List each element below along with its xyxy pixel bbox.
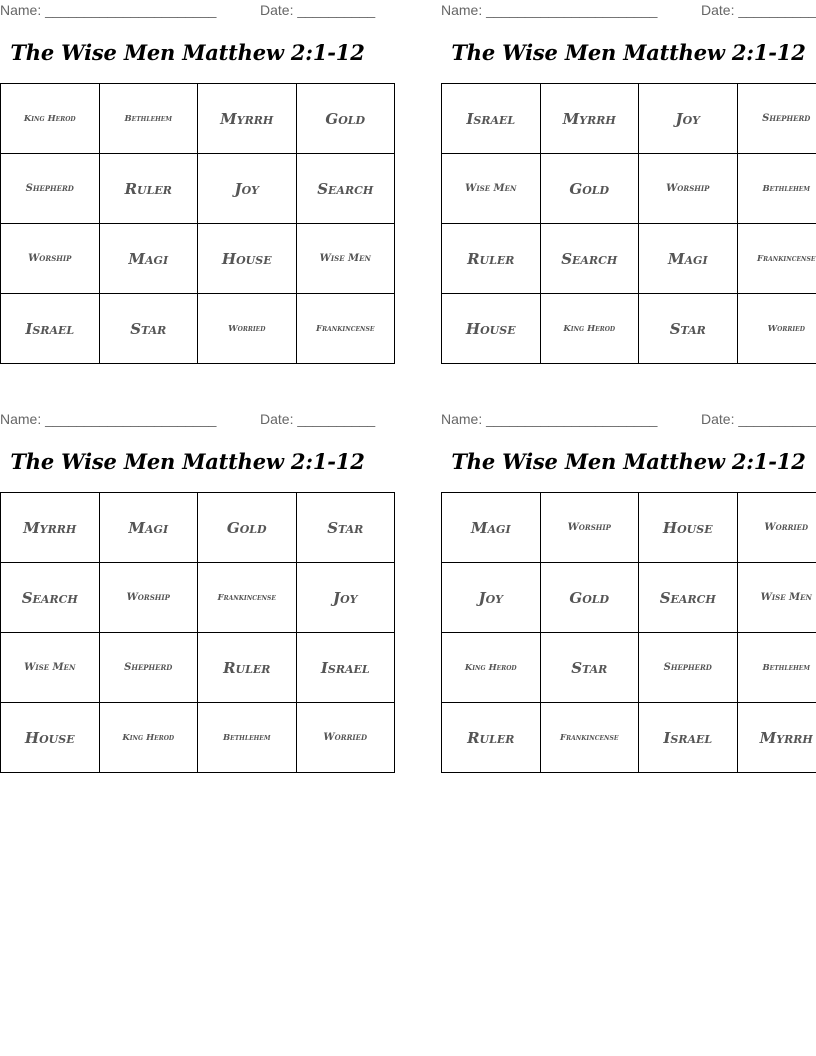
grid-cell: King Herod xyxy=(1,84,100,154)
grid-row xyxy=(1,703,395,773)
date-field: Date: __________ xyxy=(701,2,816,18)
grid-cell: Bethlehem xyxy=(737,154,816,224)
grid-cell: Worried xyxy=(737,493,816,563)
bingo-card xyxy=(0,0,376,338)
grid-cell: Myrrh xyxy=(1,493,100,563)
date-field: Date: __________ xyxy=(701,411,816,427)
grid-row xyxy=(442,294,816,364)
grid-cell: Shepherd xyxy=(737,84,816,154)
grid-cell: Worship xyxy=(99,563,198,633)
grid-cell: Israel xyxy=(639,703,738,773)
name-field: Name: ______________________ xyxy=(441,411,658,427)
grid-cell: Search xyxy=(296,154,395,224)
card-title: The Wise Men Matthew 2:1-12 xyxy=(451,40,806,65)
name-field: Name: ______________________ xyxy=(0,411,217,427)
grid-cell: Myrrh xyxy=(737,703,816,773)
date-field: Date: __________ xyxy=(260,2,376,18)
grid-cell: Israel xyxy=(1,294,100,364)
grid-cell: Ruler xyxy=(198,633,297,703)
grid-row xyxy=(1,224,395,294)
grid-cell: Israel xyxy=(442,84,541,154)
grid-cell: Gold xyxy=(198,493,297,563)
grid-cell: Gold xyxy=(540,563,639,633)
grid-cell: House xyxy=(1,703,100,773)
grid-cell: Frankincense xyxy=(296,294,395,364)
grid-cell: Joy xyxy=(198,154,297,224)
grid-cell: Myrrh xyxy=(198,84,297,154)
grid-cell: Worried xyxy=(296,703,395,773)
grid-cell: King Herod xyxy=(99,703,198,773)
card-title: The Wise Men Matthew 2:1-12 xyxy=(451,449,806,474)
grid-cell: Joy xyxy=(442,563,541,633)
grid-cell: Search xyxy=(639,563,738,633)
grid-cell: Ruler xyxy=(99,154,198,224)
grid-row xyxy=(442,154,816,224)
grid-cell: Magi xyxy=(442,493,541,563)
grid-cell: Star xyxy=(99,294,198,364)
name-date-row xyxy=(0,0,375,22)
grid-cell: Bethlehem xyxy=(737,633,816,703)
card-title: The Wise Men Matthew 2:1-12 xyxy=(10,40,365,65)
grid-cell: King Herod xyxy=(540,294,639,364)
grid-cell: Wise Men xyxy=(737,563,816,633)
grid-cell: Wise Men xyxy=(442,154,541,224)
grid-cell: Star xyxy=(639,294,738,364)
grid-cell: Myrrh xyxy=(540,84,639,154)
grid-cell: Magi xyxy=(99,224,198,294)
grid-cell: Israel xyxy=(296,633,395,703)
grid-cell: Shepherd xyxy=(99,633,198,703)
grid-cell: King Herod xyxy=(442,633,541,703)
grid-cell: Ruler xyxy=(442,224,541,294)
bingo-card xyxy=(0,409,376,747)
grid-cell: Star xyxy=(296,493,395,563)
grid-row xyxy=(442,703,816,773)
grid-row xyxy=(1,154,395,224)
grid-cell: Search xyxy=(540,224,639,294)
grid-cell: House xyxy=(198,224,297,294)
grid-cell: Frankincense xyxy=(540,703,639,773)
name-field: Name: ______________________ xyxy=(441,2,658,18)
grid-cell: Star xyxy=(540,633,639,703)
bingo-grid xyxy=(441,492,816,773)
bingo-card xyxy=(441,0,816,338)
name-date-row xyxy=(441,409,816,431)
grid-cell: Wise Men xyxy=(1,633,100,703)
grid-row xyxy=(442,224,816,294)
grid-cell: House xyxy=(639,493,738,563)
grid-cell: Magi xyxy=(639,224,738,294)
grid-cell: Ruler xyxy=(442,703,541,773)
grid-cell: Search xyxy=(1,563,100,633)
grid-row xyxy=(442,633,816,703)
grid-cell: Bethlehem xyxy=(99,84,198,154)
bingo-grid xyxy=(0,83,395,364)
name-date-row xyxy=(441,0,816,22)
grid-cell: Worship xyxy=(540,493,639,563)
grid-cell: Bethlehem xyxy=(198,703,297,773)
grid-cell: Shepherd xyxy=(639,633,738,703)
grid-row xyxy=(1,563,395,633)
grid-row xyxy=(442,563,816,633)
grid-row xyxy=(442,84,816,154)
bingo-grid xyxy=(0,492,395,773)
bingo-card xyxy=(441,409,816,747)
grid-cell: Joy xyxy=(296,563,395,633)
grid-cell: Worship xyxy=(639,154,738,224)
grid-cell: Shepherd xyxy=(1,154,100,224)
grid-cell: Frankincense xyxy=(737,224,816,294)
card-title: The Wise Men Matthew 2:1-12 xyxy=(10,449,365,474)
grid-cell: Gold xyxy=(296,84,395,154)
grid-cell: Wise Men xyxy=(296,224,395,294)
grid-cell: Magi xyxy=(99,493,198,563)
grid-cell: Worried xyxy=(737,294,816,364)
grid-row xyxy=(1,84,395,154)
grid-row xyxy=(442,493,816,563)
grid-row xyxy=(1,493,395,563)
grid-row xyxy=(1,633,395,703)
grid-cell: Frankincense xyxy=(198,563,297,633)
grid-cell: Worship xyxy=(1,224,100,294)
grid-row xyxy=(1,294,395,364)
name-field: Name: ______________________ xyxy=(0,2,217,18)
grid-cell: Worried xyxy=(198,294,297,364)
grid-cell: House xyxy=(442,294,541,364)
grid-cell: Gold xyxy=(540,154,639,224)
bingo-grid xyxy=(441,83,816,364)
date-field: Date: __________ xyxy=(260,411,376,427)
name-date-row xyxy=(0,409,375,431)
grid-cell: Joy xyxy=(639,84,738,154)
